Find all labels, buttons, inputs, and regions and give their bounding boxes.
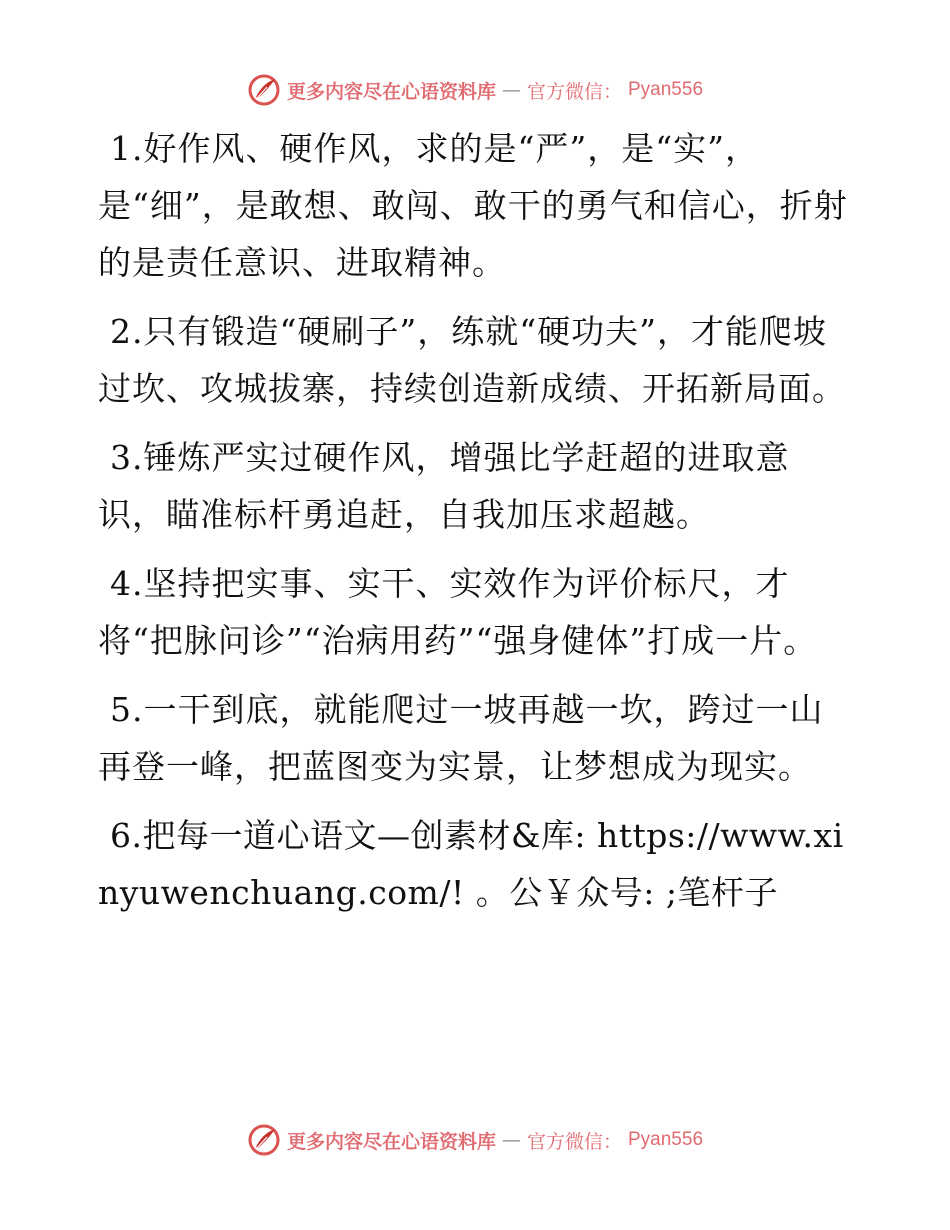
footer-wechat-id: Pyan556 bbox=[628, 1129, 704, 1150]
paragraph-4: 4.坚持把实事、实干、实效作为评价标尺，才将“把脉问诊”“治病用药”“强身健体”打成一片。 bbox=[98, 564, 818, 660]
paragraph-2: 2.只有锻造“硬刷子”，练就“硬功夫”，才能爬坡过坎、攻城拔寨，持续创造新成绩、开拓新局面。 bbox=[98, 312, 846, 408]
paragraph-5: 5.一干到底，就能爬过一坡再越一坎，跨过一山再登一峰，把蓝图变为实景，让梦想成为现实。 bbox=[98, 690, 824, 786]
feather-pen-logo-icon bbox=[247, 1123, 281, 1157]
footer-wechat-label: 官方微信： bbox=[526, 1130, 622, 1153]
banner-wechat-id: Pyan556 bbox=[628, 79, 704, 100]
header-banner bbox=[0, 70, 950, 110]
paragraph-3: 3.锤炼严实过硬作风，增强比学赶超的进取意识，瞄准标杆勇追赶，自我加压求超越。 bbox=[98, 438, 790, 534]
banner-separator: — bbox=[501, 79, 521, 101]
feather-pen-logo-icon bbox=[247, 73, 281, 107]
footer-banner bbox=[0, 1120, 950, 1160]
paragraph-1: 1.好作风、硬作风，求的是“严”，是“实”，是“细”，是敢想、敢闯、敢干的勇气和信心，折射的是责任意识、进取精神。 bbox=[98, 129, 848, 282]
footer-separator: — bbox=[501, 1129, 521, 1151]
banner-wechat-label: 官方微信： bbox=[526, 80, 622, 103]
footer-main-text: 更多内容尽在心语资料库 bbox=[286, 1130, 496, 1153]
banner-main-text: 更多内容尽在心语资料库 bbox=[286, 80, 496, 103]
document-body bbox=[98, 120, 850, 933]
paragraph-6: 6.把每一道心语文—创素材&库: https://www.xinyuwenchuang.com/! 。公￥众号: ;笔杆子 bbox=[98, 816, 844, 912]
